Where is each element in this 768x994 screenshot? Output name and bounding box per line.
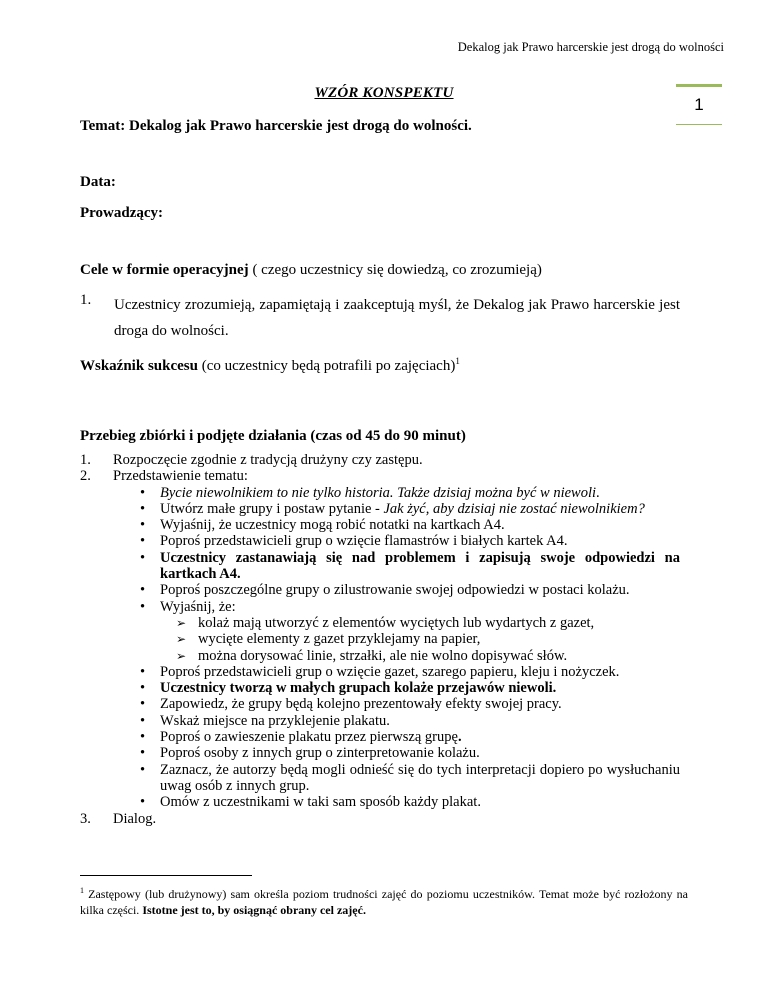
step-text: Dialog. [113,810,157,827]
step-item [80,452,680,468]
footnote-bold-text: Istotne jest to, by osiągnąć obrany cel zajęć. [142,903,366,917]
bullet-text: Poproś osoby z innych grup o zinterpretowanie kolażu. [160,745,480,762]
topic-line: Temat: Dekalog jak Prawo harcerskie jest drogą do wolności. [80,118,472,134]
bullet-icon: • [140,533,146,550]
footnote [80,883,688,918]
bullet-item [80,550,680,583]
bullet-icon: • [140,500,146,517]
steps-list [80,452,680,827]
bullet-icon: • [140,680,146,697]
goal-item-text: Uczestnicy zrozumieją, zapamiętają i zaakceptują myśl, że Dekalog jak Prawo harcerskie jest droga do wolności. [114,297,680,339]
bullet-text: Wyjaśnij, że: [160,598,236,615]
page-number-bottom-rule [676,124,722,125]
bullet-item [80,501,680,517]
bullet-item [80,664,680,680]
bullet-text: Omów z uczestnikami w taki sam sposób każdy plakat. [160,794,481,811]
bullet-item [80,713,680,729]
bullet-item [80,794,680,810]
success-label-bold: Wskaźnik sukcesu [80,358,198,374]
goals-heading-bold: Cele w formie operacyjnej [80,262,249,278]
step-number: 1. [80,452,91,468]
bullet-item [80,599,680,664]
bullet-text: Zaznacz, że autorzy będą mogli odnieść się do tych interpretacji dopiero po wysłuchaniu uwag osób z innych grup. [160,761,680,794]
document-title [0,85,768,102]
bullet-icon: • [140,729,146,746]
bullet-text: Bycie niewolnikiem to nie tylko historia. Także dzisiaj można być w niewoli [160,484,597,501]
bullet-list [80,485,680,811]
sub-bullet-item [160,631,680,647]
leader-label: Prowadzący: [80,205,164,221]
success-label-rest: (co uczestnicy będą potrafili po zajęciach) [197,358,456,374]
goal-item-number-1: 1. [80,292,92,308]
running-header: Dekalog jak Prawo harcerskie jest drogą do wolności [457,40,724,54]
bullet-text: Utwórz małe grupy i postaw pytanie - [160,500,384,517]
sub-bullet-text: wycięte elementy z gazet przyklejamy na papier, [198,631,481,648]
bullet-item [80,582,680,598]
bullet-suffix: . [596,484,600,501]
sub-bullet-item [160,615,680,631]
goals-heading [80,262,542,279]
success-indicator [80,356,460,375]
bullet-item [80,729,680,745]
bullet-icon: • [140,598,146,615]
sub-bullet-list [160,615,680,664]
bullet-item [80,745,680,761]
bullet-text: Poproś przedstawicieli grup o wzięcie gazet, szarego papieru, kleju i nożyczek. [160,663,620,680]
arrow-bullet-icon: ➢ [176,615,187,630]
bullet-icon: • [140,517,146,534]
bullet-text: Wskaż miejsce na przyklejenie plakatu. [160,712,390,729]
bullet-text: Poproś przedstawicieli grup o wzięcie flamastrów i białych kartek A4. [160,533,568,550]
footnote-separator [80,875,252,876]
date-label: Data: [80,174,116,190]
arrow-bullet-icon: ➢ [176,648,187,663]
bullet-item [80,680,680,696]
bullet-item [80,762,680,795]
bullet-item [80,517,680,533]
step-text: Przedstawienie tematu: [113,468,248,485]
bullet-italic-text: Jak żyć, aby dzisiaj nie zostać niewolnikiem? [383,500,645,517]
bullet-item [80,696,680,712]
sub-bullet-item [160,648,680,664]
bullet-icon: • [140,794,146,811]
page-number: 1 [694,95,704,114]
sub-bullet-text: można dorysować linie, strzałki, ale nie wolno dopisywać słów. [198,647,568,664]
bullet-icon: • [140,484,146,501]
step-number: 3. [80,810,91,827]
bullet-text: Uczestnicy zastanawiają się nad problemem i zapisują swoje odpowiedzi na kartkach A4. [160,549,680,583]
step-number: 2. [80,468,91,485]
footnote-ref: 1 [455,356,460,366]
bullet-icon: • [140,549,146,566]
bullet-text: Poproś o zawieszenie plakatu przez pierwszą grupę [160,729,458,746]
bullet-suffix: . [457,729,462,746]
bullet-item [80,485,680,501]
document-title-text: WZÓR KONSPEKTU [314,85,454,101]
bullet-icon: • [140,712,146,729]
bullet-icon: • [140,745,146,762]
arrow-bullet-icon: ➢ [176,632,187,647]
step-text: Rozpoczęcie zgodnie z tradycją drużyny czy zastępu. [113,452,423,468]
bullet-icon: • [140,696,146,713]
goal-item-body [80,292,680,344]
bullet-icon: • [140,582,146,599]
bullet-text: Wyjaśnij, że uczestnicy mogą robić notatki na kartkach A4. [160,517,505,534]
step-item [80,811,680,827]
goals-heading-rest: ( czego uczestnicy się dowiedzą, co zrozumieją) [248,262,542,278]
footnote-number: 1 [80,886,84,895]
bullet-text: Zapowiedz, że grupy będą kolejno prezentowały efekty swojej pracy. [160,696,562,713]
bullet-text: Uczestnicy tworzą w małych grupach kolaże przejawów niewoli. [160,680,557,697]
sub-bullet-text: kolaż mają utworzyć z elementów wyciętych lub wydartych z gazet, [198,614,595,631]
bullet-icon: • [140,663,146,680]
footnote-text: Zastępowy (lub drużynowy) sam określa poziom trudności zajęć do poziomu uczestników. Temat może być rozłożony na kilka części. [80,887,688,917]
bullet-icon: • [140,761,146,778]
bullet-item [80,533,680,549]
step-item [80,468,680,810]
course-heading: Przebieg zbiórki i podjęte działania (czas od 45 do 90 minut) [80,428,466,444]
bullet-text: Poproś poszczególne grupy o zilustrowanie swojej odpowiedzi w postaci kolażu. [160,582,630,599]
